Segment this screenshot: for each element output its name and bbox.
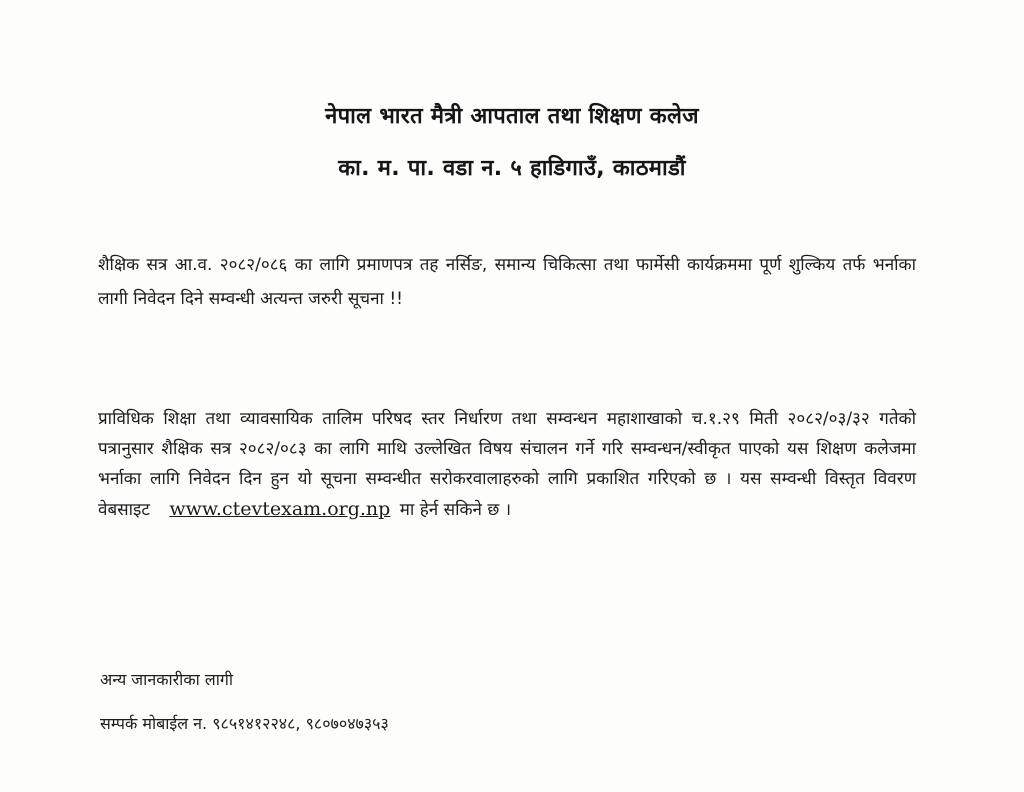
contact-label: अन्य जानकारीका लागी — [100, 670, 233, 689]
notice-body-closing: मा हेर्न सकिने छ । — [399, 500, 512, 520]
notice-heading: शैक्षिक सत्र आ.व. २०८२/०८६ का लागि प्रमाणपत्र तह नर्सिङ, समान्य चिकित्सा तथा फार्मेसी कार्यक्रममा पूर्ण शुल्किय तर्फ भर्नाका लागी निवेदन दिने सम्वन्धी अत्यन्त जरुरी सूचना !! — [98, 255, 916, 309]
notice-body-text: प्राविधिक शिक्षा तथा व्यावसायिक तालिम परिषद स्तर निर्धारण तथा सम्वन्धन महाशाखाको च.१.२९ मिती २०८२/०३/३२ गतेको पत्रानुसार शैक्षिक सत्र २०८२/०८३ का लागि माथि उल्लेखित विषय संचालन गर्ने गरि सम्वन्धन/स्वीकृत पाएको यस शिक्षण कलेजमा भर्नाका लागि निवेदन दिन हुन यो सूचना सम्वन्धीत सरोकरवालाहरुको लागि प्रकाशित गरिएको छ । यस सम्वन्धी विस्तृत विवरण वेबसाइट — [98, 409, 916, 520]
contact-phone: सम्पर्क मोबाईल न. ९८५१४१२२४८, ९८०७०४७३५३ — [100, 714, 389, 733]
college-name: नेपाल भारत मैत्री आपताल तथा शिक्षण कलेज — [325, 104, 699, 129]
website-link[interactable]: www.ctevtexam.org.np — [169, 498, 391, 520]
college-address: का. म. पा. वडा न. ५ हाडिगाउँ, काठमाडौं — [338, 156, 686, 181]
notice-body — [98, 404, 916, 525]
